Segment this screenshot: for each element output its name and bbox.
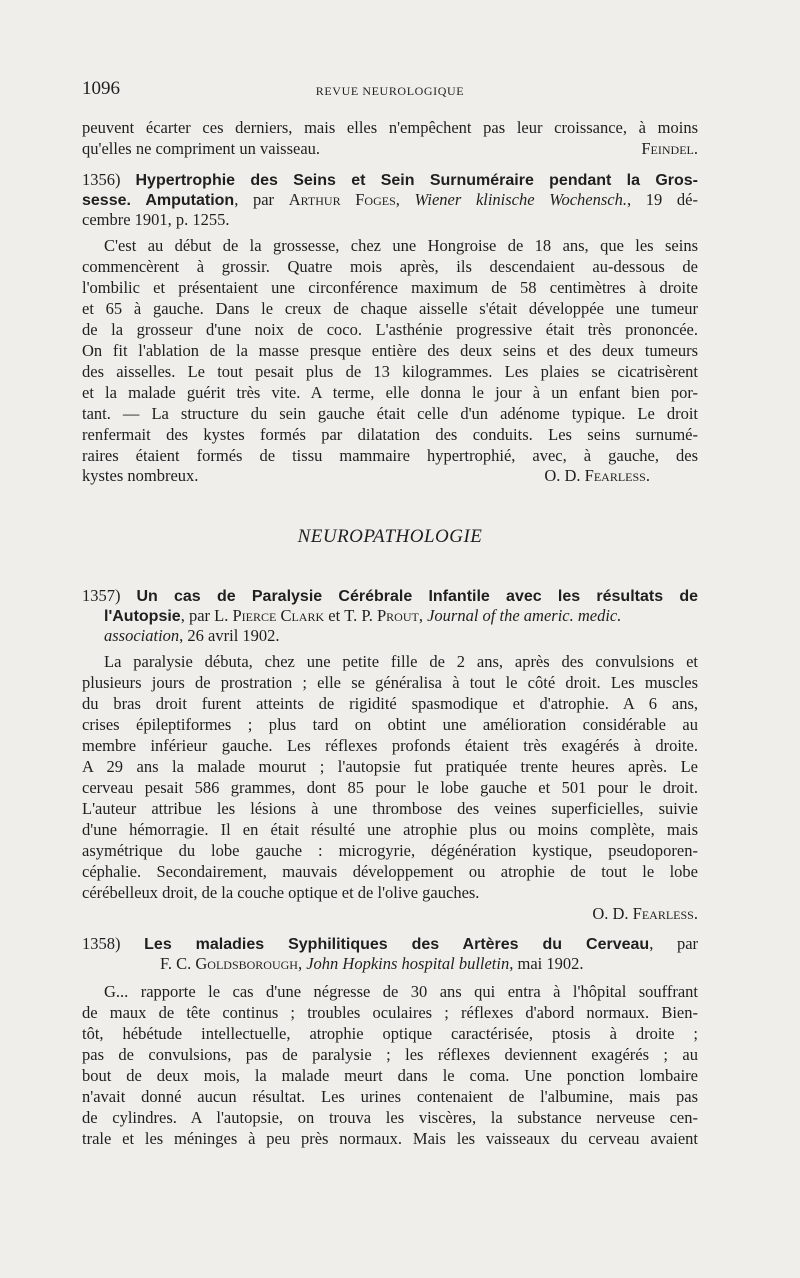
journal-name: John Hopkins hospital bulletin: [306, 954, 510, 973]
journal-name: Journal of the americ. medic.: [427, 606, 622, 625]
body-line: cérébelleux droit, de la couche optique et de l'olive gauches.: [82, 883, 480, 902]
abstract-number: 1358): [82, 934, 145, 953]
body-line: trale et les méninges à peu près normaux. Mais les vaisseaux du cerveau avaient: [82, 1129, 698, 1148]
citation-text: ,: [297, 954, 307, 973]
running-head: [82, 78, 698, 102]
body-line: n'avait donné aucun résultat. Les urines contenaient de l'albumine, mais pas: [82, 1087, 698, 1106]
section-heading: NEUROPATHOLOGIE: [297, 526, 483, 547]
body-line: bout de deux mois, la malade meurt dans le coma. Une ponction lombaire: [82, 1066, 698, 1085]
citation-text: , 26 avril 1902.: [179, 626, 280, 645]
citation-text: ,: [418, 606, 428, 625]
body-line: d'une hémorragie. Il en était résulté une atrophie plus ou moins complète, mais: [82, 820, 698, 839]
page-number: 1096: [82, 78, 120, 99]
body-line: commencèrent à grossir. Quatre mois après, ils descendaient au-dessous de: [82, 257, 698, 276]
citation-line: [104, 626, 698, 646]
journal-name: association: [104, 626, 180, 645]
body-line: tant. — La structure du sein gauche était celle d'un adénome typique. Le droit: [82, 404, 698, 423]
author-name: Arthur Foges: [288, 190, 396, 209]
abstract-number: 1357): [82, 586, 137, 605]
body-line: membre inférieur gauche. Les réflexes profonds étaient très exagérés à droite.: [82, 736, 698, 755]
signature: [82, 904, 698, 924]
body-line: L'auteur attribue les lésions à une thrombose des veines superficielles, suivie: [82, 799, 698, 818]
abstract-title-line: [82, 586, 698, 607]
body-line: crises épileptiformes ; plus tard on obtint une amélioration considérable au: [82, 715, 698, 734]
body-line: cerveau pesait 586 grammes, dont 85 pour le lobe gauche et 501 pour le droit.: [82, 778, 698, 797]
body-line: renfermait des kystes formés par dilatation des conduits. Les seins surnumé-: [82, 425, 698, 444]
journal-title: REVUE NEUROLOGIQUE: [315, 84, 465, 98]
body-line: et 65 à gauche. Dans le creux de chaque aisselle s'était développée une tumeur: [82, 299, 698, 318]
journal-name: Wiener klinische Wochensch.: [414, 190, 627, 209]
body-line: G... rapporte le cas d'une négresse de 30 ans qui entra à l'hôpital souffrant: [104, 982, 698, 1001]
signature: Feindel.: [641, 139, 698, 158]
body-line: A 29 ans la malade mourut ; l'autopsie fut pratiquée trente heures après. Le: [82, 757, 698, 776]
body-line: de la grosseur d'une noix de coco. L'asthénie progressive était très prononcée.: [82, 320, 698, 339]
body-line: La paralysie débuta, chez une petite fille de 2 ans, après des convulsions et: [104, 652, 698, 671]
signature: O. D. Fearless.: [544, 466, 650, 485]
abstract-title: l'Autopsie: [104, 608, 181, 625]
body-line: céphalie. Secondairement, mauvais développement ou atrophie de tout le lobe: [82, 862, 698, 881]
abstract-title: Hypertrophie des Seins et Sein Surnuméraire pendant la Gros-: [135, 172, 698, 189]
body-line: et la malade guérit très vite. A terme, elle donna le jour à un enfant bien por-: [82, 383, 698, 402]
citation-text: , par: [180, 606, 215, 625]
body-line: plusieurs jours de prostration ; elle se généralisa à tout le côté droit. Les muscles: [82, 673, 698, 692]
body-line: [82, 466, 698, 486]
body-line: de maux de tête continus ; troubles oculaires ; réflexes d'abord normaux. Bien-: [82, 1003, 698, 1022]
citation-text: et: [324, 606, 345, 625]
abstract-number: 1356): [82, 170, 136, 189]
body-line: des aisselles. Le tout pesait plus de 13 kilogrammes. Les plaies se cicatrisèrent: [82, 362, 698, 381]
body-line: l'ombilic et présentaient une circonférence maximum de 58 centimètres à droite: [82, 278, 698, 297]
abstract-title: Les maladies Syphilitiques des Artères du Cerveau: [144, 936, 650, 953]
citation-text: , mai 1902.: [509, 954, 584, 973]
citation-text: , par: [234, 190, 289, 209]
body-line: du bras droit furent atteints de rigidité spasmodique et d'atrophie. A 6 ans,: [82, 694, 698, 713]
body-text: qu'elles ne compriment un vaisseau.: [82, 139, 321, 158]
abstract-title-line: [82, 934, 698, 955]
abstract-title-line: [104, 606, 698, 627]
abstract-title: Un cas de Paralysie Cérébrale Infantile avec les résultats de: [136, 588, 699, 605]
abstract-title-line: [82, 190, 698, 211]
body-text: kystes nombreux.: [82, 466, 199, 485]
citation-line: [160, 954, 698, 974]
body-line: pas de convulsions, pas de paralysie ; les réflexes deviennent exagérés ; au: [82, 1045, 698, 1064]
author-name: F. C. Goldsborough: [160, 954, 298, 973]
body-line: de cylindres. A l'autopsie, on trouva les viscères, la substance nerveuse cen-: [82, 1108, 698, 1127]
body-line: asymétrique du lobe gauche : microgyrie, dégénération kystique, pseudoporen-: [82, 841, 698, 860]
citation-text: ,: [395, 190, 415, 209]
citation-text: , par: [649, 934, 699, 953]
body-line: C'est au début de la grossesse, chez une Hongroise de 18 ans, que les seins: [104, 236, 698, 255]
body-line: peuvent écarter ces derniers, mais elles n'empêchent pas leur croissance, à moins: [82, 118, 698, 137]
abstract-title: sesse. Amputation: [82, 192, 235, 209]
author-name: L. Pierce Clark: [214, 606, 325, 625]
body-line: On fit l'ablation de la masse presque entière des deux seins et des deux tumeurs: [82, 341, 698, 360]
body-line: raires étaient formés de tissu mammaire hypertrophié, avec, à gauche, des: [82, 446, 698, 465]
body-line: tôt, hébétude intellectuelle, atrophie optique caractérisée, ptosis à droite ;: [82, 1024, 698, 1043]
author-name: T. P. Prout: [344, 606, 419, 625]
citation-line: cembre 1901, p. 1255.: [82, 210, 230, 229]
signature-text: O. D. Fearless.: [592, 904, 698, 923]
citation-text: , 19 dé-: [626, 190, 698, 209]
abstract-title-line: [82, 170, 698, 191]
body-line: [82, 139, 698, 159]
